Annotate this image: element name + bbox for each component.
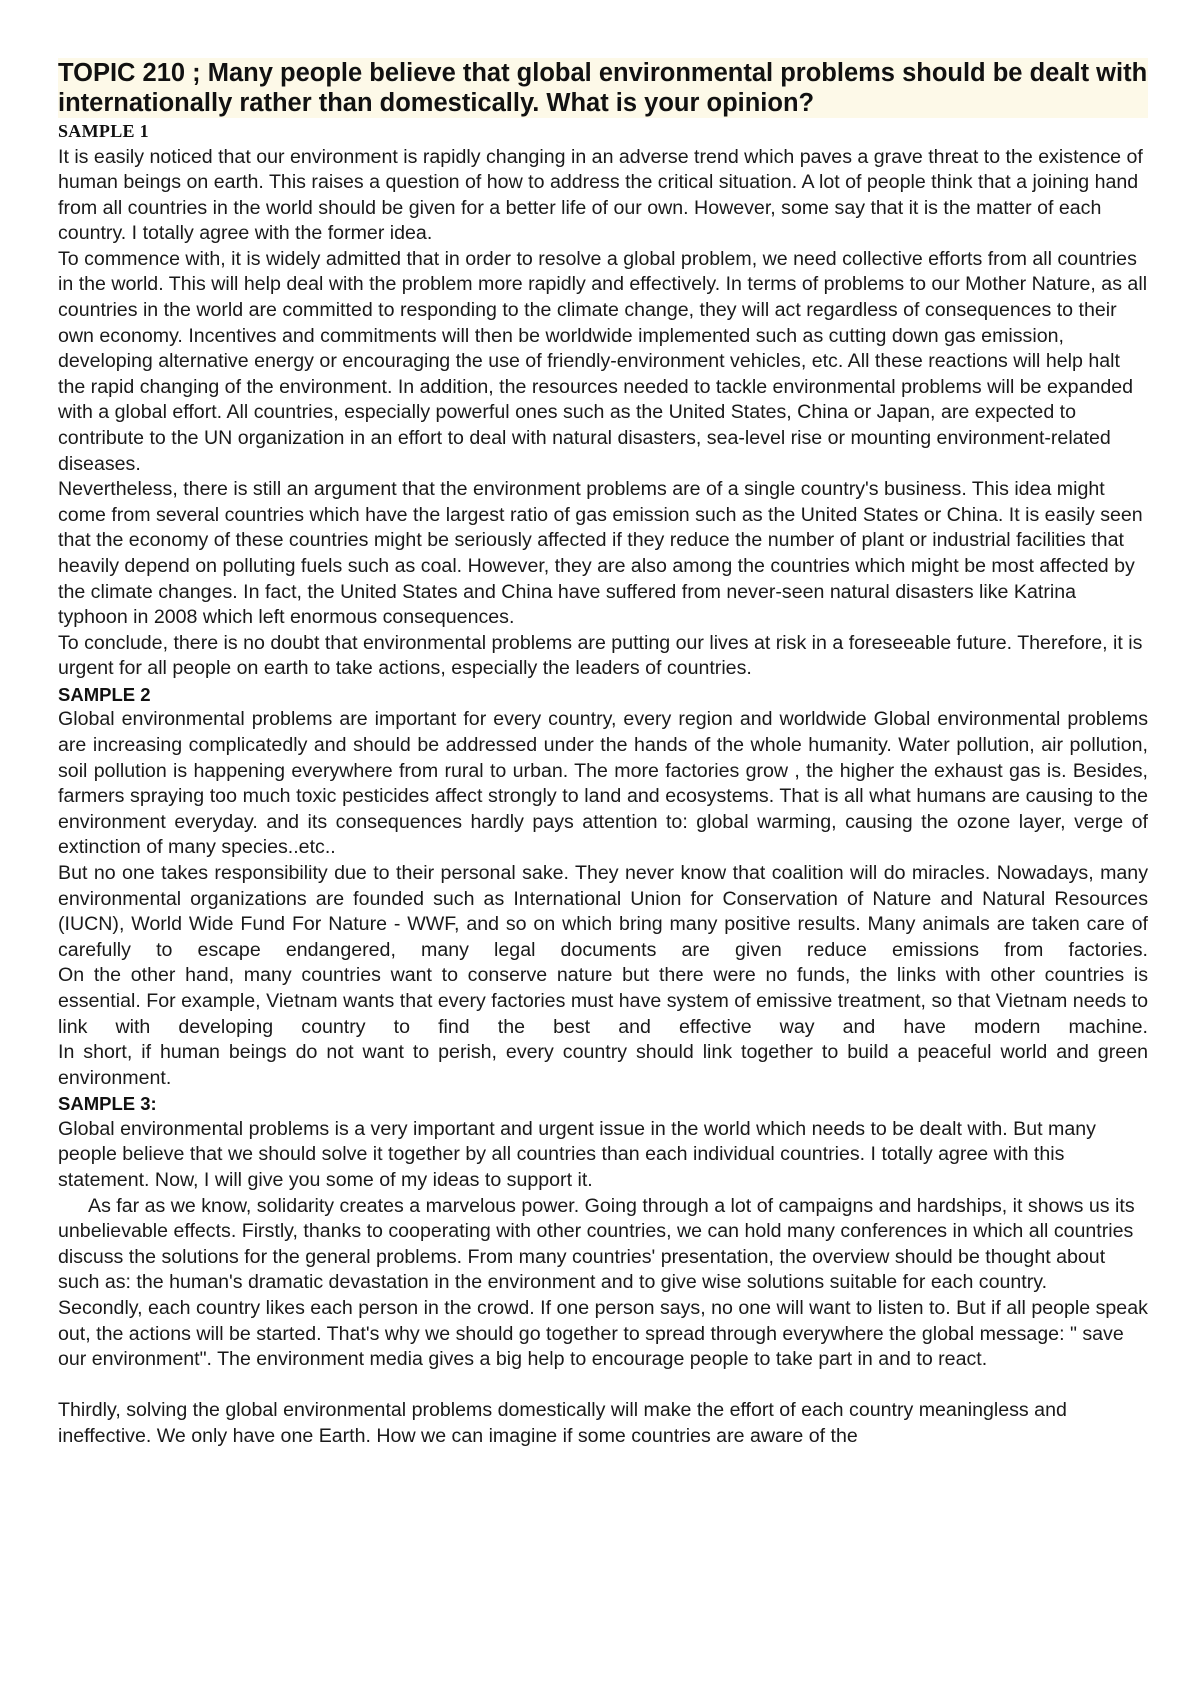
sample-3-heading: SAMPLE 3:	[58, 1093, 157, 1115]
sample-2-paragraph-1: Global environmental problems are important for every country, every region and worldwide Global environmental problems are increasing complicatedly and should be addressed under the hands of the whole humanity. Water pollution, air pollution, soil pollution is happening everywhere from rural to urban. The more factories grow , the higher the exhaust gas is. Besides, farmers spraying too much toxic pesticides affect strongly to land and ecosystems. That is all what humans are causing to the environment everyday. and its consequences hardly pays attention to: global warming, causing the ozone layer, verge of extinction of many species..etc..	[58, 708, 1148, 859]
sample-1-heading: SAMPLE 1	[58, 121, 149, 141]
document-page	[58, 58, 1148, 1450]
sample-3-paragraph-4: Thirdly, solving the global environmental problems domestically will make the effort of each country meaningless and ineffective. We only have one Earth. How we can imagine if some countries are aware of the	[58, 1399, 1067, 1447]
sample-3-paragraph-1: Global environmental problems is a very important and urgent issue in the world which needs to be dealt with. But many people believe that we should solve it together by all countries than each individual countries. I totally agree with this statement. Now, I will give you some of my ideas to support it.	[58, 1117, 1096, 1192]
sample-2-paragraph-2: But no one takes responsibility due to their personal sake. They never know that coalition will do miracles. Nowadays, many environmental organizations are founded such as International Union for Conservation of Nature and Natural Resources (IUCN), World Wide Fund For Nature - WWF, and so on which bring many positive results. Many animals are taken care of carefully to escape endangered, many legal documents are given reduce emissions from factories.	[58, 862, 1148, 961]
sample-2-heading: SAMPLE 2	[58, 683, 151, 705]
topic-title: TOPIC 210 ; Many people believe that global environmental problems should be dealt with internationally rather than domestically. What is your opinion?	[58, 59, 1148, 117]
sample-1	[58, 119, 1148, 682]
sample-2-paragraph-3: On the other hand, many countries want to conserve nature but there were no funds, the links with other countries is essential. For example, Vietnam wants that every factories must have system of emissive treatment, so that Vietnam needs to link with developing country to find the best and effective way and have modern machine.	[58, 964, 1148, 1038]
sample-1-paragraph-3: Nevertheless, there is still an argument that the environment problems are of a single country's business. This idea might come from several countries which have the largest ratio of gas emission such as the United States or China. It is easily seen that the economy of these countries might be seriously affected if they reduce the number of plant or industrial facilities that heavily depend on polluting fuels such as coal. However, they are also among the countries which might be most affected by the climate changes. In fact, the United States and China have suffered from never-seen natural disasters like Katrina typhoon in 2008 which left enormous consequences.	[58, 478, 1143, 629]
sample-1-paragraph-4: To conclude, there is no doubt that environmental problems are putting our lives at risk in a foreseeable future. Therefore, it is urgent for all people on earth to take actions, especially the leaders of countries.	[58, 631, 1143, 680]
sample-1-paragraph-2: To commence with, it is widely admitted that in order to resolve a global problem, we need collective efforts from all countries in the world. This will help deal with the problem more rapidly and effectively. In terms of problems to our Mother Nature, as all countries in the world are committed to responding to the climate change, they will act regardless of consequences to their own economy. Incentives and commitments will then be worldwide implemented such as cutting down gas emission, developing alternative energy or encouraging the use of friendly-environment vehicles, etc. All these reactions will help halt the rapid changing of the environment. In addition, the resources needed to tackle environmental problems will be expanded with a global effort. All countries, especially powerful ones such as the United States, China or Japan, are expected to contribute to the UN organization in an effort to deal with natural disasters, sea-level rise or mounting environment-related diseases.	[58, 247, 1148, 475]
sample-3-paragraph-3: Secondly, each country likes each person in the crowd. If one person says, no one will want to listen to. But if all people speak out, the actions will be started. That's why we should go together to spread through everywhere the global message: " save our environment". The environment media gives a big help to encourage people to take part in and to react.	[58, 1297, 1148, 1371]
sample-2	[58, 682, 1148, 1091]
sample-1-paragraph-1: It is easily noticed that our environment is rapidly changing in an adverse trend which paves a grave threat to the existence of human beings on earth. This raises a question of how to address the critical situation. A lot of people think that a joining hand from all countries in the world should be given for a better life of our own. However, some say that it is the matter of each country. I totally agree with the former idea.	[58, 145, 1143, 245]
blank-line	[58, 1373, 1148, 1399]
sample-2-paragraph-4: In short, if human beings do not want to perish, every country should link together to build a peaceful world and green environment.	[58, 1041, 1148, 1089]
sample-3-paragraph-2: As far as we know, solidarity creates a marvelous power. Going through a lot of campaigns and hardships, it shows us its unbelievable effects. Firstly, thanks to cooperating with other countries, we can hold many conferences in which all countries discuss the solutions for the general problems. From many countries' presentation, the overview should be thought about such as: the human's dramatic devastation in the environment and to give wise solutions suitable for each country.	[58, 1194, 1135, 1294]
sample-3	[58, 1091, 1148, 1449]
